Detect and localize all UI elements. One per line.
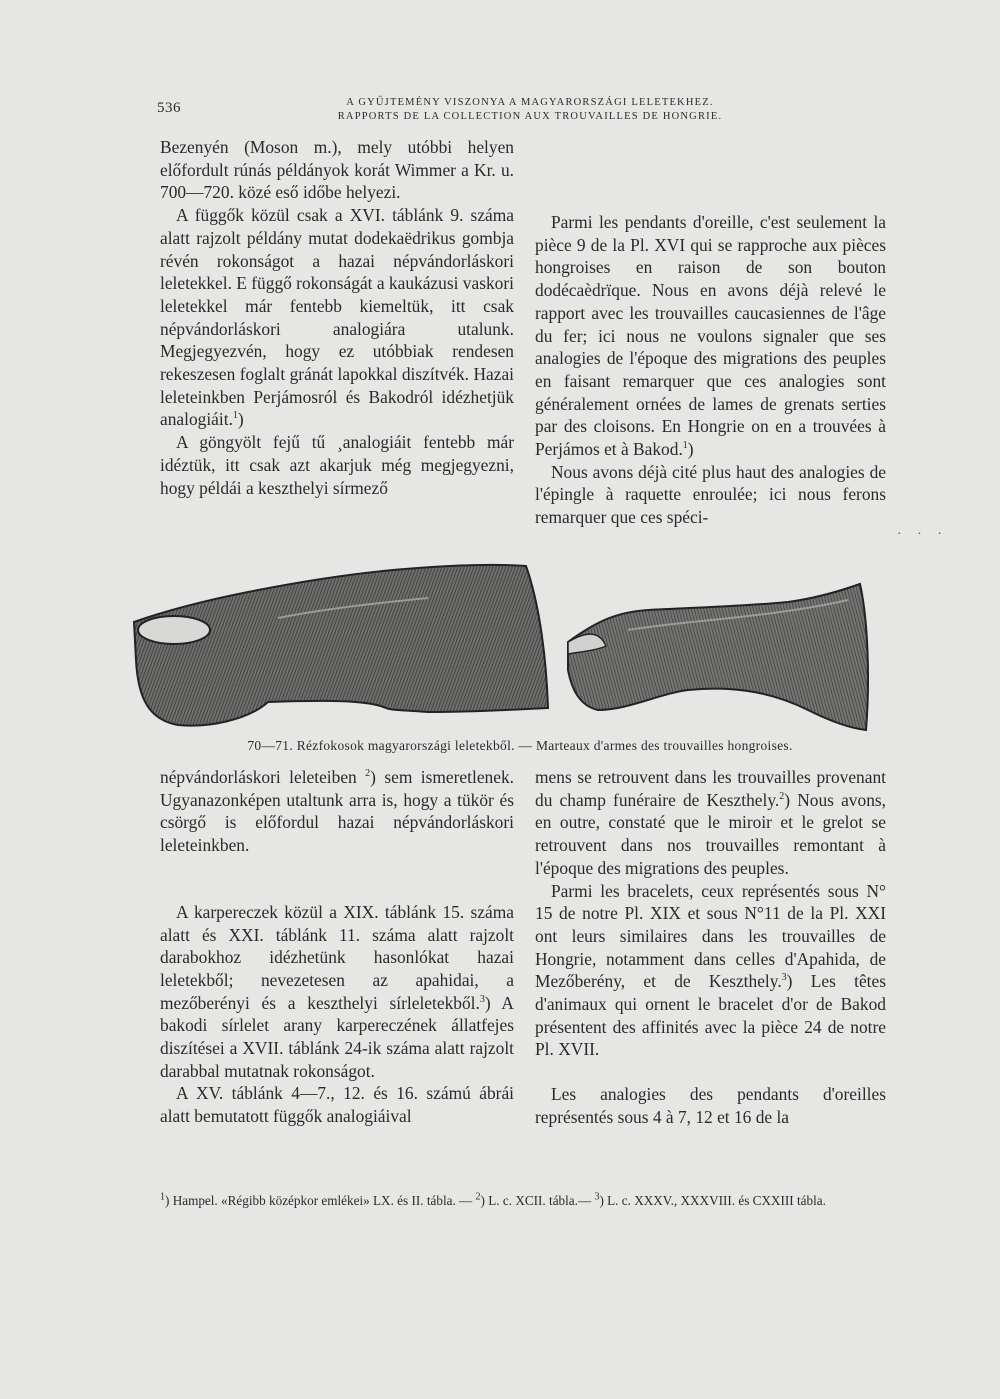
right-column-top xyxy=(535,211,886,529)
header-line-french: RAPPORTS DE LA COLLECTION AUX TROUVAILLES DE HONGRIE. xyxy=(337,111,723,122)
footnote-ref: 1 xyxy=(682,440,688,452)
axe-heads-illustration xyxy=(128,560,888,740)
paragraph: A függők közül csak a XVI. táblánk 9. száma alatt rajzolt példány mutat dodekaëdrikus gombja révén rokonságot a hazai népvándorláskori leletekkel. E függő rokonságát a kaukázusi vaskori leletekkel már fentebb kiemeltük, itt csak népvándorláskori analogiára utalunk. Megjegyezvén, hogy ez utóbbiak rendesen rekeszesen foglalt gránát lapokkal diszítvék. Hazai leleteinkben Perjámosról és Bakodról idézhetjük analogiáit.$^1$) xyxy=(160,205,514,430)
paragraph: mens se retrouvent dans les trouvailles provenant du champ funéraire de Keszthely.$^2$) Nous avons, en outre, constaté que le miroir et le grelot se retrouvent dans nos trouvailles remontant à l'époque des migrations des peuples. xyxy=(535,767,887,878)
paragraph: A göngyölt fejű tű ¸analogiáit fentebb már idéztük, itt csak azt akarjuk még megjegyezni, hogy példái a keszthelyi sírmező xyxy=(160,432,514,498)
left-column-top xyxy=(160,136,514,499)
paragraph: népvándorláskori leleteiben $^2$) sem ismeretlenek. Ugyanazonképen utaltunk arra is, hogy a tükör és csörgő is előfordul hazai népvándorláskori leleteinkben. xyxy=(160,767,514,856)
footnote-ref: 2 xyxy=(365,768,371,780)
paragraph: Bezenyén (Moson m.), mely utóbbi helyen előfordult rúnás példányok korát Wimmer a Kr. u. 700—720. közé eső időbe helyezi. xyxy=(160,137,514,203)
paragraph: A karpereczek közül a XIX. táblánk 15. száma alatt és XXI. táblánk 11. száma alatt rajzolt darabokhoz idézhetünk hasonlókat hazai leletekből; nevezetesen az apahidai, a mezőberényi és a keszthelyi sírleletekből.$^3$) A bakodi sírlelet arany karpereczének állatfejes diszítései a XVII. táblánk 24-ik száma alatt rajzolt darabbal mutatnak rokonságot. xyxy=(160,901,514,1081)
figure-caption: 70—71. Rézfokosok magyarországi leletekből. — Marteaux d'armes des trouvailles hongroises. xyxy=(247,738,793,753)
paragraph: A XV. táblánk 4—7., 12. és 16. számú ábrái alatt bemutatott függők analogiáival xyxy=(160,1083,514,1127)
left-column-bottom xyxy=(160,766,514,1128)
footnote-ref: 2 xyxy=(779,790,785,802)
decorative-dots: · · · xyxy=(897,527,948,542)
footnote-ref: 3 xyxy=(479,993,485,1005)
paragraph: Parmi les bracelets, ceux représentés sous N° 15 de notre Pl. XIX et sous N°11 de la Pl. XXI ont leurs similaires dans les trouvailles de Hongrie, notamment dans celles d'Apahida, de Mezőberény, et de Keszthely.$^3$) Les têtes d'animaux qui ornent le bracelet d'or de Bakod présentent des affinités avec la pièce 24 de notre Pl. XVII. xyxy=(535,880,886,1060)
paragraph: Parmi les pendants d'oreille, c'est seulement la pièce 9 de la Pl. XVI qui se rapproche aux pièces hongroises en raison de son bouton dodécaèdrïque. Nous en avons déjà relevé le rapport avec les trouvailles caucasiennes de l'âge du fer; ici nous ne voulons signaler que ses analogies de l'époque des migrations des peuples en faisant remarquer que ces analogies sont généralement ornées de lames de grenats serties par des cloisons. En Hongrie on en a trouvées à Perjámos et à Bakod.$^1$) xyxy=(535,212,886,460)
right-column-bottom xyxy=(535,766,886,1129)
header-line-hungarian: A GYŰJTEMÉNY VISZONYA A MAGYARORSZÁGI LELETEKHEZ. xyxy=(346,97,714,108)
footnote-line: $^1$) Hampel. «Régibb középkor emlékei» LX. és II. tábla. — $^2$) L. c. XCII. tábla.— $^3$) L. c. XXXV., XXXVIII. és CXXIII tábla. xyxy=(160,1191,826,1208)
page-number: 536 xyxy=(157,100,181,116)
running-header xyxy=(300,96,760,124)
footnotes xyxy=(160,1192,886,1211)
footnote-ref: 3 xyxy=(781,972,787,984)
axe-head-right xyxy=(568,584,868,730)
paragraph: Nous avons déjà cité plus haut des analogies de l'épingle à raquette enroulée; ici nous ferons remarquer que ces spéci- xyxy=(535,461,886,528)
footnote-ref: 1 xyxy=(232,410,238,422)
axe-head-left xyxy=(134,565,548,726)
paragraph: Les analogies des pendants d'oreilles représentés sous 4 à 7, 12 et 16 de la xyxy=(535,1084,886,1127)
